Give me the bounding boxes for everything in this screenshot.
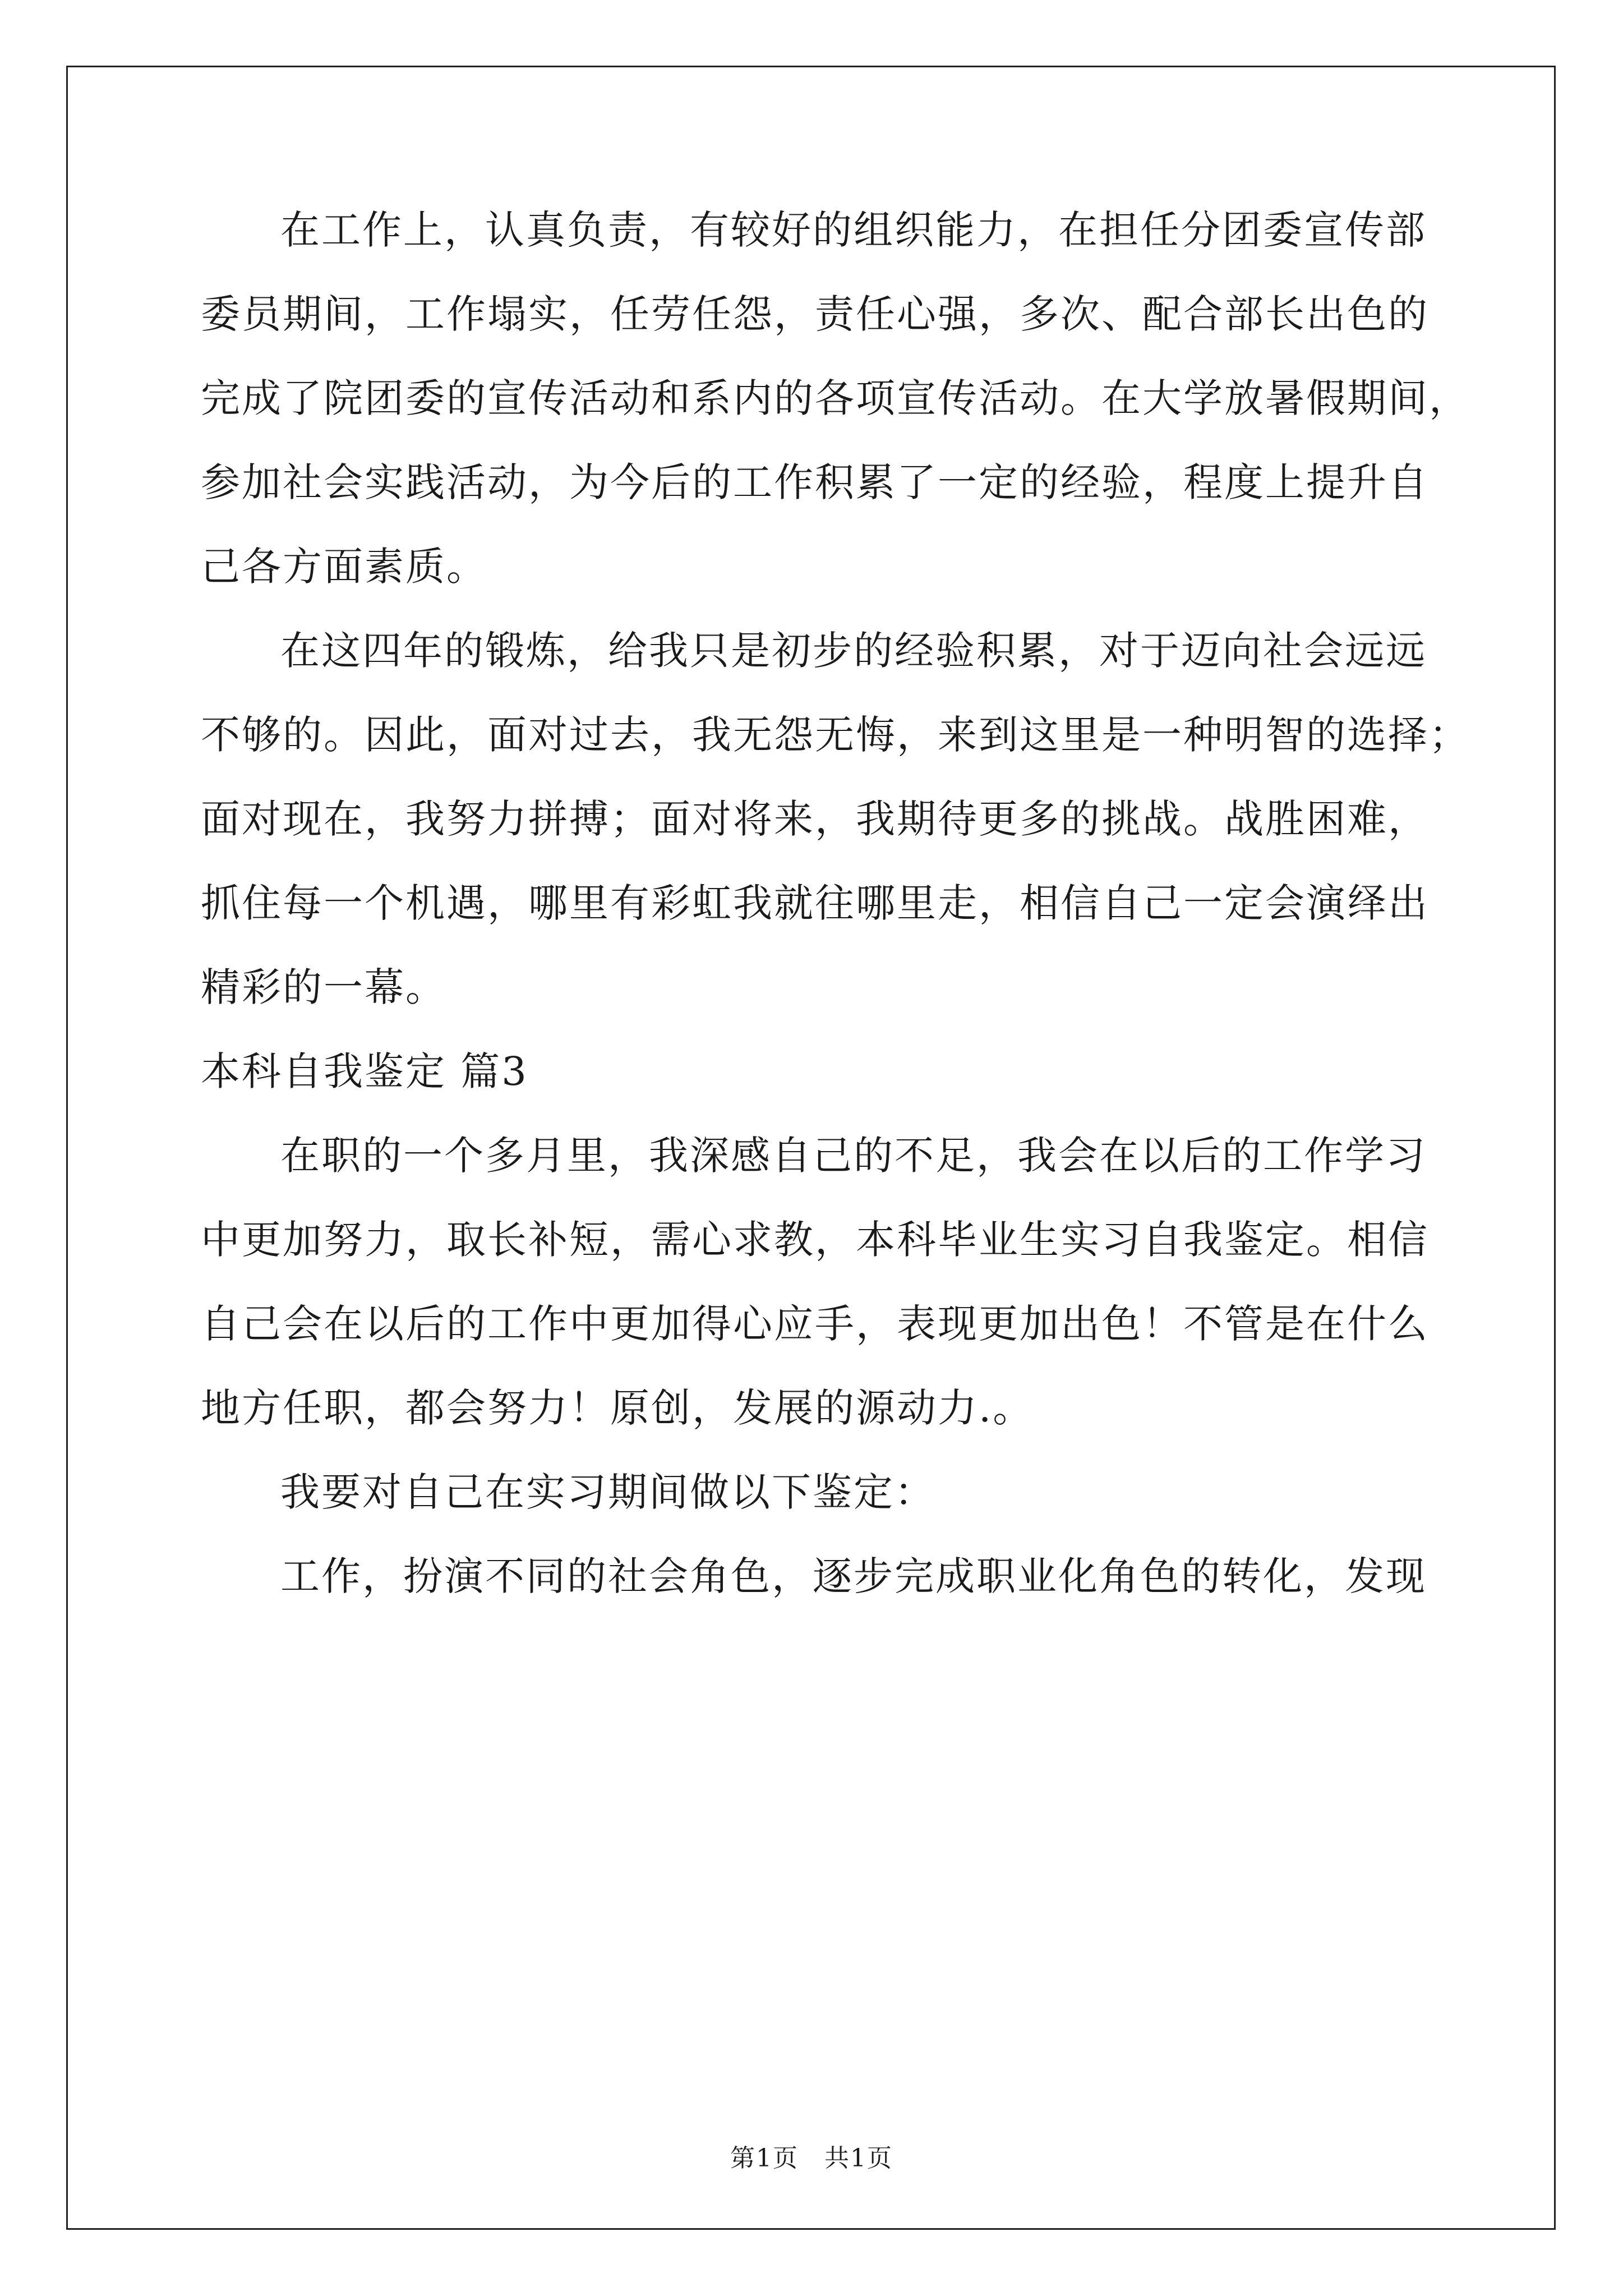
paragraph-line: 地方任职，都会努力！原创，发展的源动力.。 <box>201 1385 1034 1431</box>
paragraph-line: 己各方面素质。 <box>201 544 487 590</box>
page-number: 第1页 共1页 <box>730 2144 893 2173</box>
paragraph-line: 完成了院团委的宣传活动和系内的各项宣传活动。在大学放暑假期间， <box>201 375 1470 421</box>
section-heading: 本科自我鉴定 篇3 <box>201 1048 528 1094</box>
paragraph-line: 中更加努力，取长补短，需心求教，本科毕业生实习自我鉴定。相信 <box>201 1217 1429 1263</box>
paragraph-line: 在工作上，认真负责，有较好的组织能力，在担任分团委宣传部 <box>280 207 1427 253</box>
paragraph-line: 自己会在以后的工作中更加得心应手，表现更加出色！不管是在什么 <box>201 1301 1429 1347</box>
paragraph-line: 抓住每一个机遇，哪里有彩虹我就往哪里走，相信自己一定会演绎出 <box>201 880 1429 926</box>
paragraph-line: 工作，扮演不同的社会角色，逐步完成职业化角色的转化，发现 <box>280 1553 1427 1599</box>
paragraph-line: 面对现在，我努力拼搏；面对将来，我期待更多的挑战。战胜困难， <box>201 796 1429 842</box>
paragraph-line: 在这四年的锻炼，给我只是初步的经验积累，对于迈向社会远远 <box>280 628 1427 674</box>
paragraph-line: 在职的一个多月里，我深感自己的不足，我会在以后的工作学习 <box>280 1133 1427 1179</box>
paragraph-line: 参加社会实践活动，为今后的工作积累了一定的经验，程度上提升自 <box>201 459 1429 505</box>
paragraph-line: 精彩的一幕。 <box>201 964 446 1010</box>
paragraph-line: 我要对自己在实习期间做以下鉴定： <box>280 1469 935 1515</box>
paragraph-line: 委员期间，工作塌实，任劳任怨，责任心强，多次、配合部长出色的 <box>201 291 1429 337</box>
paragraph-line: 不够的。因此，面对过去，我无怨无悔，来到这里是一种明智的选择； <box>201 712 1470 758</box>
